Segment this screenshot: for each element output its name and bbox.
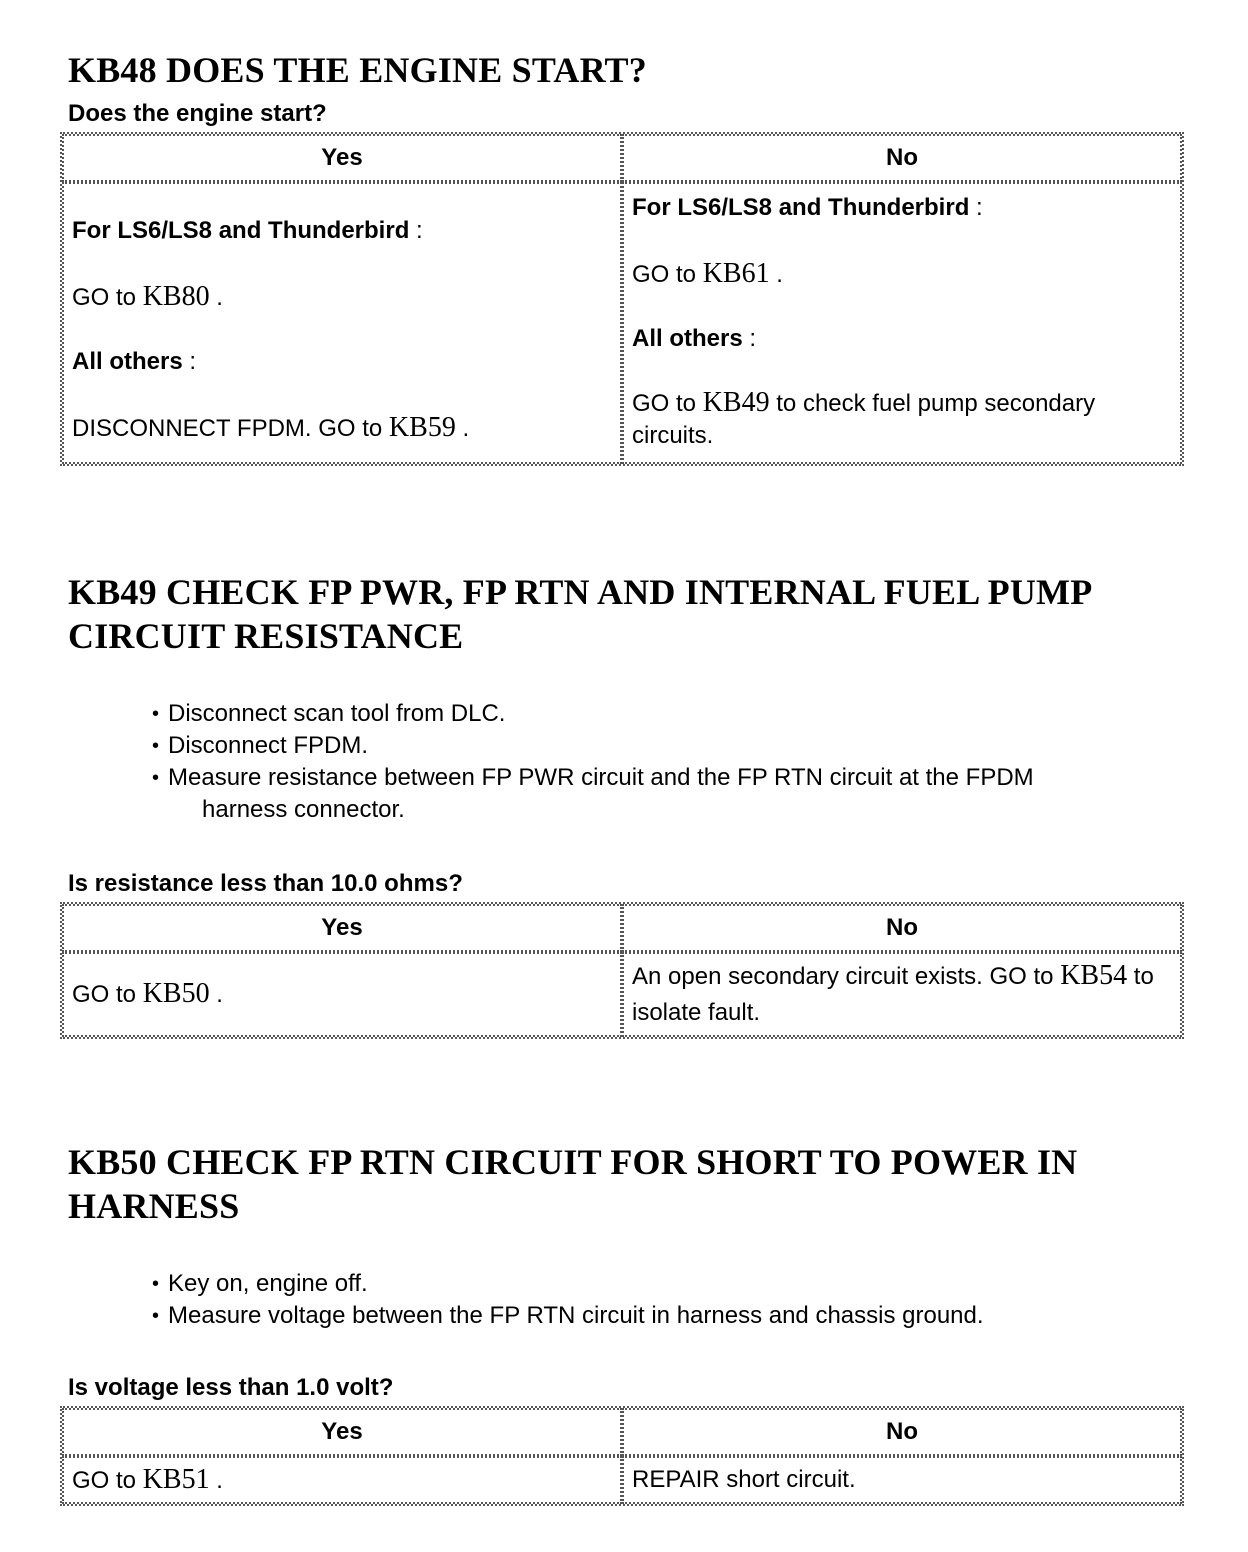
yes-cell: GO to KB51 . [62, 1456, 622, 1504]
link-kb54[interactable]: KB54 [1060, 960, 1128, 991]
no-cell: REPAIR short circuit. [622, 1456, 1182, 1504]
list-item: • Measure resistance between FP PWR circuit and the FP RTN circuit at the FPDM harness connector. [152, 764, 1034, 823]
yes-cell: For LS6/LS8 and Thunderbird : GO to KB80 . All others : DISCONNECT FPDM. GO to KB59 . [62, 182, 622, 464]
no-cell: For LS6/LS8 and Thunderbird : GO to KB61 . All others : GO to KB49 to check fuel pump secondary circuits. [622, 182, 1182, 464]
link-kb51[interactable]: KB51 [142, 1463, 210, 1495]
col-yes-header: Yes [62, 904, 622, 952]
section-title-kb48: KB48 DOES THE ENGINE START? [68, 50, 647, 90]
section-title-kb50: KB50 CHECK FP RTN CIRCUIT FOR SHORT TO POWER IN HARNESS [68, 1142, 1078, 1226]
link-kb61[interactable]: KB61 [702, 258, 770, 289]
yes-heading-1: For LS6/LS8 and Thunderbird [72, 217, 410, 244]
link-kb50[interactable]: KB50 [142, 978, 210, 1009]
question-kb50: Is voltage less than 1.0 volt? [68, 1374, 394, 1401]
decision-table-kb49 [60, 902, 1184, 1039]
yes-cell: GO to KB50 . [62, 952, 622, 1037]
yes-heading-2: All others [72, 348, 183, 375]
question-kb49: Is resistance less than 10.0 ohms? [68, 870, 463, 897]
col-yes-header: Yes [62, 134, 622, 182]
no-heading-1: For LS6/LS8 and Thunderbird [632, 194, 970, 221]
list-item: • Key on, engine off. [152, 1270, 368, 1297]
list-item: • Measure voltage between the FP RTN circuit in harness and chassis ground. [152, 1302, 984, 1329]
decision-table-kb48 [60, 132, 1184, 466]
col-no-header: No [622, 1408, 1182, 1456]
link-kb49[interactable]: KB49 [702, 387, 770, 418]
col-yes-header: Yes [62, 1408, 622, 1456]
link-kb80[interactable]: KB80 [142, 281, 210, 312]
no-heading-2: All others [632, 325, 743, 352]
section-title-kb49: KB49 CHECK FP PWR, FP RTN AND INTERNAL FUEL PUMP CIRCUIT RESISTANCE [68, 572, 1091, 656]
col-no-header: No [622, 134, 1182, 182]
no-cell: An open secondary circuit exists. GO to KB54 to isolate fault. [622, 952, 1182, 1037]
decision-table-kb50 [60, 1406, 1184, 1506]
link-kb59[interactable]: KB59 [388, 412, 456, 443]
list-item: • Disconnect FPDM. [152, 732, 369, 759]
question-kb48: Does the engine start? [68, 100, 327, 127]
steps-list-kb49 [150, 698, 1190, 826]
list-item: • Disconnect scan tool from DLC. [152, 700, 506, 727]
col-no-header: No [622, 904, 1182, 952]
steps-list-kb50 [150, 1268, 1190, 1332]
